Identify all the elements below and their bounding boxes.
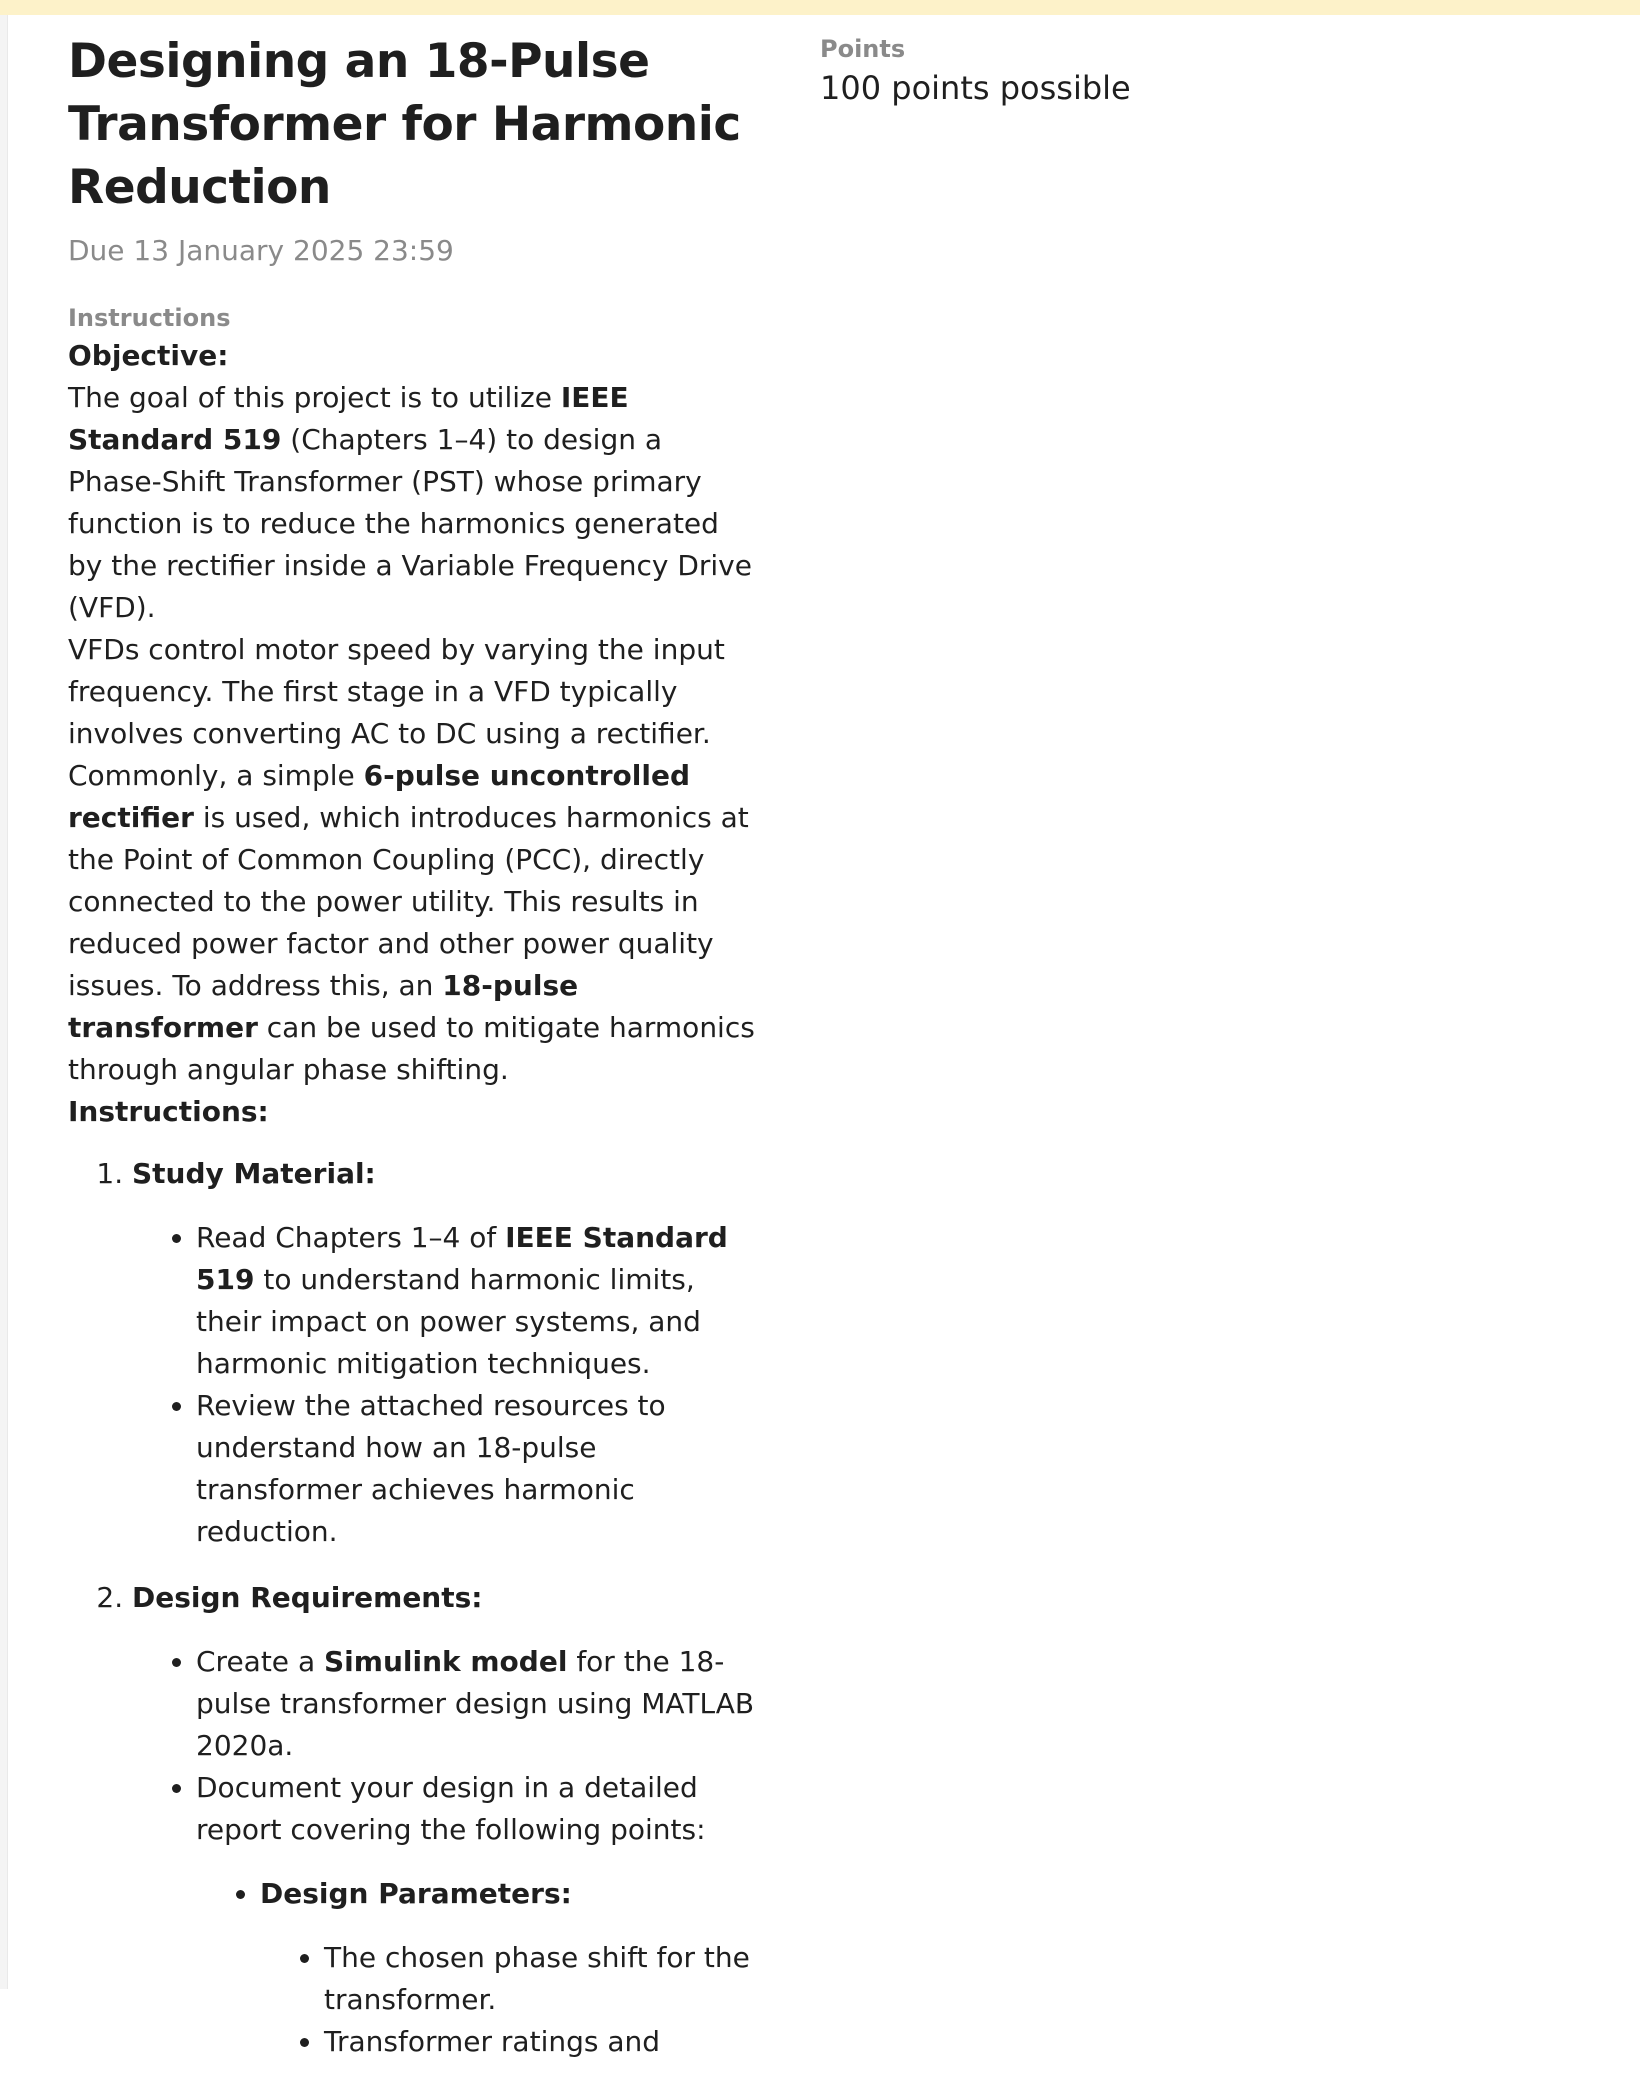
- bullet-list: [132, 1641, 758, 2063]
- list-item: • Transformer ratings and: [324, 2021, 758, 2063]
- text: Create a: [196, 1645, 324, 1678]
- objective-heading: Objective:: [68, 339, 229, 372]
- bold-text: 6-pulse uncontrolled rectifier: [68, 759, 691, 834]
- text: (Chapters 1–4) to design a Phase-Shift Transformer (PST) whose primary function is to reduce the harmonics generated by the rectifier inside a Variable Frequency Drive (VFD).: [68, 423, 752, 624]
- bold-text: IEEE Standard 519: [196, 1221, 728, 1296]
- list-item: • The chosen phase shift for the transformer.: [324, 1937, 758, 2021]
- assignment-title: Designing an 18-Pulse Transformer for Harmonic Reduction: [68, 34, 741, 215]
- bold-text: Simulink model: [324, 1645, 568, 1678]
- objective-paragraph-2: [68, 629, 758, 1091]
- text: Read Chapters 1–4 of: [196, 1221, 506, 1254]
- sub-title: Design Parameters:: [260, 1877, 572, 1910]
- list-item: [260, 1873, 758, 2063]
- bullet-list: [132, 1217, 758, 1553]
- step-title: Design Requirements:: [132, 1581, 483, 1614]
- step-title: Study Material:: [132, 1157, 376, 1190]
- list-item: [196, 1217, 758, 1385]
- step-item: [132, 1577, 758, 2063]
- text: to understand harmonic limits, their impact on power systems, and harmonic mitigation techniques.: [196, 1263, 701, 1380]
- objective-paragraph-1: [68, 377, 758, 629]
- text: Document your design in a detailed report covering the following points:: [196, 1771, 706, 1846]
- list-item: [196, 1385, 758, 1553]
- bold-text: IEEE Standard 519: [68, 381, 629, 456]
- text: The goal of this project is to utilize: [68, 381, 561, 414]
- instructions-label: Instructions: [68, 304, 231, 332]
- top-notice-strip: [0, 0, 1640, 15]
- text: VFDs control motor speed by varying the input frequency. The first stage in a VFD typically involves converting AC to DC using a rectifier. Commonly, a simple: [68, 633, 725, 792]
- step-item: [132, 1153, 758, 1553]
- sub-bullet-list: [196, 1873, 758, 2063]
- steps-list: [68, 1153, 758, 2063]
- points-label: Points: [820, 35, 906, 63]
- assignment-main: [68, 30, 758, 2087]
- text: is used, which introduces harmonics at the Point of Common Coupling (PCC), directly connected to the power utility. This results in reduced power factor and other power quality issues. To address this, an: [68, 801, 749, 1002]
- text: for the 18-pulse transformer design using MATLAB 2020a.: [196, 1645, 755, 1762]
- text: Review the attached resources to understand how an 18-pulse transformer achieves harmonic reduction.: [196, 1389, 666, 1548]
- bold-text: 18-pulse transformer: [68, 969, 579, 1044]
- points-value: 100 points possible: [820, 69, 1131, 107]
- instructions-body: [68, 335, 758, 2063]
- instructions-heading: Instructions:: [68, 1095, 269, 1128]
- list-item: [196, 1641, 758, 1767]
- left-edge-rail: [0, 15, 8, 1989]
- list-item: [196, 1767, 758, 2063]
- sub-sub-bullet-list: [260, 1937, 758, 2063]
- text: can be used to mitigate harmonics through angular phase shifting.: [68, 1011, 755, 1086]
- due-date: Due 13 January 2025 23:59: [68, 234, 454, 267]
- assignment-sidebar: [820, 32, 1420, 110]
